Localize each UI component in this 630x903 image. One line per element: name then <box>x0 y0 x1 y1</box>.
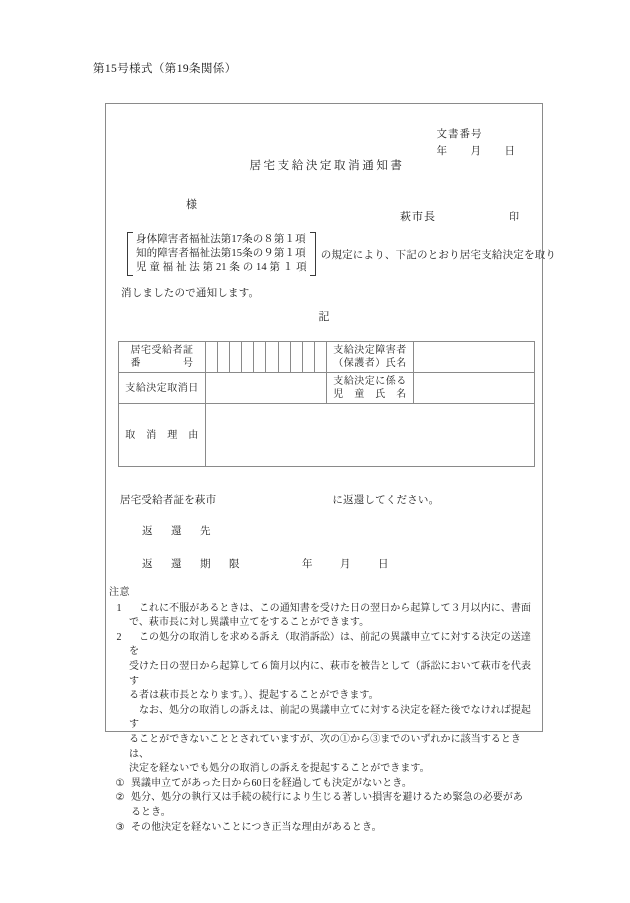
return-instruction-suffix: に返還してください。 <box>332 495 440 506</box>
form-table <box>118 341 535 467</box>
circled-body-2 <box>131 791 534 820</box>
return-due-day: 日 <box>378 559 389 570</box>
law-citation-block <box>121 232 557 276</box>
notes-section <box>109 586 534 835</box>
return-due-date <box>302 556 389 571</box>
circled-item-3 <box>109 821 534 836</box>
law-citation-tail: の規定により、下記のとおり居宅支給決定を取り <box>320 249 557 261</box>
sheet-inner <box>106 104 557 833</box>
cell-label-child <box>327 373 414 404</box>
circled-2-line-2: るとき。 <box>131 806 171 818</box>
digit-box-row <box>206 342 326 372</box>
circled-body-3 <box>131 821 534 836</box>
table-row <box>119 342 535 373</box>
cell-label-cancel-reason <box>119 404 206 467</box>
note-2-line-2: 受けた日の翌日から起算して６箇月以内に、萩市を被告として（訴訟において萩市を代表す <box>129 660 531 687</box>
page-title: 居宅支給決定取消通知書 <box>249 160 405 172</box>
ki-marker: 記 <box>318 311 330 323</box>
note-2-line-1: この処分の取消しを求める訴え（取消訴訟）は、前記の異議申立てに対する決定の送達を <box>129 631 531 658</box>
table-row <box>119 404 535 467</box>
note-number-1: 1 <box>116 602 122 614</box>
digit-box[interactable] <box>218 342 230 372</box>
child-label-line2: 児 童 氏 名 <box>333 389 407 400</box>
cancel-date-label: 支給決定取消日 <box>125 382 199 394</box>
seal-icon: 印 <box>509 212 520 223</box>
circled-item-1 <box>109 777 534 792</box>
note-2-line-6: 決定を経ないでも処分の取消しの訴えを提起することができます。 <box>129 763 430 775</box>
law-citation-3: 児 童 福 祉 法 第 21 条 の 14 第 １ 項 <box>136 262 307 273</box>
note-2-line-3: る者は萩市長となります。）、提起することができます。 <box>129 690 379 702</box>
law-citation-list <box>133 232 310 276</box>
child-label-line1: 支給決定に係る <box>333 376 407 387</box>
note-body-2 <box>129 631 534 777</box>
law-citation-continuation: 消しましたので通知します。 <box>121 288 260 299</box>
note-1-line-2: で、萩市長に対し異議申立てをすることができます。 <box>129 617 370 629</box>
note-item-1 <box>109 602 534 631</box>
return-instruction <box>120 492 439 507</box>
cell-label-recipient-cert <box>119 342 206 373</box>
return-destination-label: 返 還 先 <box>142 526 215 537</box>
note-1-line-1: これに不服があるときは、この通知書を受けた日の翌日から起算して３月以内に、書面 <box>139 602 531 614</box>
return-due-year: 年 <box>302 559 313 570</box>
digit-box[interactable] <box>242 342 254 372</box>
digit-box[interactable] <box>206 342 218 372</box>
digit-box[interactable] <box>230 342 242 372</box>
cell-child-name[interactable] <box>414 373 535 404</box>
circled-body-1 <box>131 777 534 792</box>
cell-recipient-cert-number[interactable] <box>206 342 327 373</box>
disabled-person-label-line1: 支給決定障害者 <box>333 345 407 356</box>
law-citation-2: 知的障害者福祉法第15条の９第１項 <box>136 248 306 259</box>
issue-date-month: 月 <box>470 146 482 157</box>
document-meta <box>437 126 517 160</box>
recipient-cert-label-line2: 番 号 <box>130 358 194 369</box>
digit-box[interactable] <box>266 342 278 372</box>
digit-box[interactable] <box>279 342 291 372</box>
table-row <box>119 373 535 404</box>
circled-2-line-1: 処分、処分の執行又は手続の続行により生じる著しい損害を避けるため緊急の必要があ <box>131 792 523 804</box>
circled-1-line-1: 異議申立てがあった日から60日を経過しても決定がないとき。 <box>131 777 412 789</box>
law-bracket <box>127 232 316 276</box>
digit-box[interactable] <box>291 342 303 372</box>
circled-item-2 <box>109 791 534 820</box>
issue-date-year: 年 <box>436 146 448 157</box>
cell-label-disabled-person <box>327 342 414 373</box>
cell-disabled-person-name[interactable] <box>414 342 535 373</box>
document-number-label: 文書番号 <box>436 129 483 140</box>
circled-number-2: ② <box>115 792 125 804</box>
note-item-2 <box>109 631 534 777</box>
note-number-2: 2 <box>116 631 122 643</box>
digit-box[interactable] <box>254 342 266 372</box>
form-number-heading: 第15号様式（第19条関係） <box>93 63 237 75</box>
issuer-block <box>400 208 520 224</box>
recipient-cert-label-line1: 居宅受給者証 <box>130 345 194 356</box>
note-2-line-4: なお、処分の取消しの訴えは、前記の異議申立てに対する決定を経た後でなければ提起す <box>129 704 531 731</box>
return-due-month: 月 <box>340 559 351 570</box>
note-body-1 <box>129 602 534 631</box>
cell-label-cancel-date <box>119 373 206 404</box>
circled-number-3: ③ <box>115 821 125 833</box>
note-2-line-5: ることができないこととされていますが、次の①から③までのいずれかに該当するときは、 <box>129 733 521 760</box>
document-sheet <box>105 103 557 833</box>
issuer-name: 萩市長 <box>400 211 436 223</box>
return-instruction-prefix: 居宅受給者証を萩市 <box>120 495 217 506</box>
notes-heading: 注意 <box>109 587 130 598</box>
digit-box[interactable] <box>315 342 326 372</box>
circled-number-1: ① <box>115 777 125 789</box>
digit-box[interactable] <box>303 342 315 372</box>
bracket-right-icon <box>310 232 316 276</box>
issue-date-day: 日 <box>504 146 516 157</box>
disabled-person-label-line2: （保護者）氏名 <box>333 358 407 369</box>
law-citation-1: 身体障害者福祉法第17条の８第１項 <box>136 234 306 245</box>
cell-cancel-date-value[interactable] <box>206 373 327 404</box>
circled-3-line-1: その他決定を経ないことにつき正当な理由があるとき。 <box>131 821 382 833</box>
addressee-honorific: 様 <box>186 199 198 211</box>
return-due-label: 返 還 期 限 <box>142 559 244 570</box>
cancel-reason-label: 取 消 理 由 <box>125 429 199 441</box>
cell-cancel-reason-value[interactable] <box>206 404 535 467</box>
